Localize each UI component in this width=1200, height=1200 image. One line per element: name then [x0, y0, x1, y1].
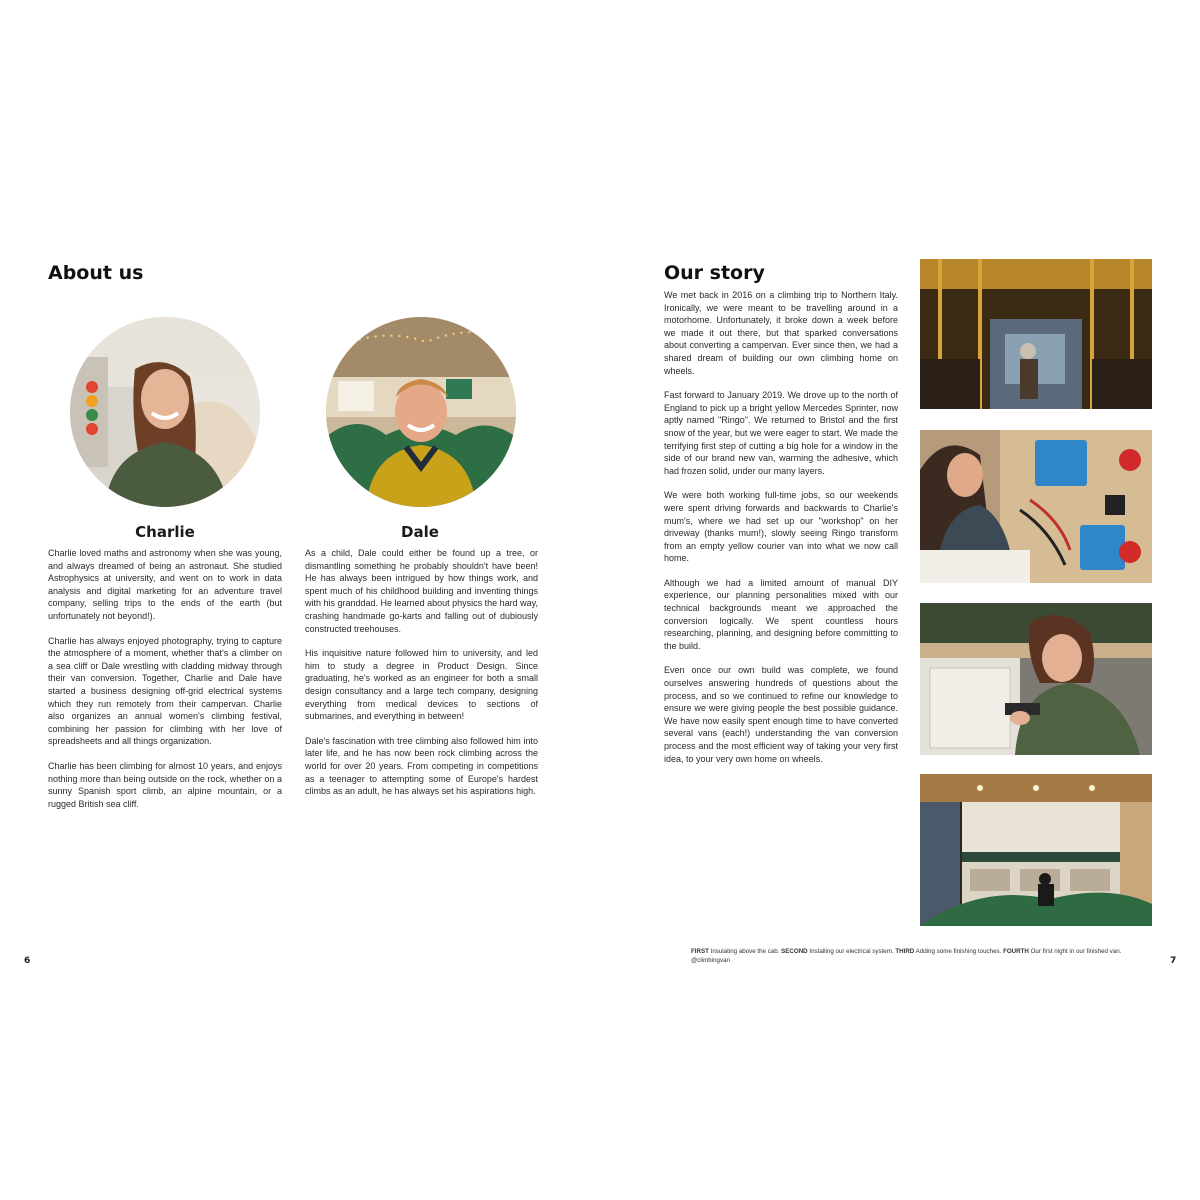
story-paragraph: We were both working full-time jobs, so our weekends were spent driving forwards and backwards to Charlie's mum's, where we had set up our "workshop" on her driveway (thanks mum!), slowly seeing Ringo transform from an empty yellow courier van into what we now call home.: [664, 490, 898, 564]
photo-finishing-touches: [920, 603, 1152, 755]
charlie-bio-paragraph: Charlie loved maths and astronomy when she was young, and always dreamed of being an astronaut. She studied Astrophysics at university, and went on to work in data analysis and digital marketing for an adventure travel company, selling trips to the ends of the earth (but unfortunately not beyond!).: [48, 548, 282, 621]
caption-label-fourth: FOURTH: [1003, 948, 1029, 955]
photo-caption: [691, 947, 1161, 965]
charlie-bio-paragraph: Charlie has been climbing for almost 10 years, and enjoys nothing more than being outside on the rock, whether on a sunny Spanish sport climb, an alpine mountain, or a rugged British sea cliff.: [48, 760, 282, 809]
charlie-name: Charlie: [135, 523, 195, 541]
charlie-bio-paragraph: Charlie has always enjoyed photography, trying to capture the atmosphere of a moment, whether that's a climber on a sea cliff or Dale wrestling with cladding midway through their van conversion. Together, Charlie and Dale have started a business designing off-grid electrical systems which they run remotely from their campervan. Charlie also organizes an annual women's climbing festival, combining her passion for climbing with her love of spreadsheets and all things organization.: [48, 635, 282, 747]
charlie-portrait-image: [70, 317, 260, 507]
caption-label-first: FIRST: [691, 948, 709, 955]
photo-1-image: [920, 259, 1152, 409]
photo-finished-van: [920, 774, 1152, 926]
dale-bio-paragraph: As a child, Dale could either be found up a tree, or dismantling something he probably shouldn't have been! He has always been intrigued by how things work, and spent much of his childhood building and inventing things with his granddad. He learned about physics the hard way, crashing handmade go-karts and falling out of dubiously constructed treehouses.: [305, 548, 538, 634]
caption-text-third: Adding some finishing touches.: [915, 948, 1002, 955]
charlie-portrait: [70, 317, 260, 507]
our-story-text: [664, 289, 898, 777]
caption-label-second: SECOND: [781, 948, 808, 955]
caption-handle: @climbingvan: [691, 957, 730, 964]
charlie-bio: [48, 547, 282, 822]
photo-electrical-system: [920, 430, 1152, 583]
photo-van-interior-insulation: [920, 259, 1152, 409]
story-paragraph: We met back in 2016 on a climbing trip to Northern Italy. Ironically, we were meant to be travelling around in a motorhome. Unfortunately, it broke down a week before we made it out there, but that sparked conversations about converting a campervan. Ever since then, we had a shared dream of building our own climbing home on wheels.: [664, 290, 898, 376]
photo-2-image: [920, 430, 1152, 583]
photo-3-image: [920, 603, 1152, 755]
page-number-left: 6: [24, 956, 31, 966]
caption-text-second: Installing our electrical system.: [809, 948, 894, 955]
dale-name: Dale: [401, 523, 439, 541]
page-number-right: 7: [1170, 956, 1177, 966]
our-story-heading: Our story: [664, 262, 765, 284]
dale-portrait: [326, 317, 516, 507]
photo-4-image: [920, 774, 1152, 926]
story-paragraph: Fast forward to January 2019. We drove up to the north of England to pick up a bright yellow Mercedes Sprinter, now aptly named "Ringo". We returned to Bristol and the first snow of the year, but we were eager to start. We made the terrifying first step of cutting a big hole for a window in the side of our brand new van, warming the adhesive, which had frozen solid, under our many layers.: [664, 390, 898, 476]
caption-label-third: THIRD: [895, 948, 915, 955]
caption-text-fourth: Our first night in our finished van.: [1030, 948, 1122, 955]
dale-portrait-image: [326, 317, 516, 507]
caption-text-first: Insulating above the cab.: [710, 948, 780, 955]
dale-bio-paragraph: His inquisitive nature followed him to university, and led him to study a degree in Product Design. Since graduating, he's worked as an engineer for both a small design consultancy and a large tech company, designing everything from medical devices to sections of submarines, and everything in between!: [305, 648, 538, 722]
story-paragraph: Even once our own build was complete, we found ourselves answering hundreds of questions about the process, and so we continued to refine our knowledge to ensure we were giving people the best possible guidance. We have now easily spent enough time to have converted several vans (each!) understanding the van conversion process and the most efficient way of taking your very first idea, to your very own home on wheels.: [664, 665, 898, 764]
story-paragraph: Although we had a limited amount of manual DIY experience, our planning personalities mixed with our technical backgrounds meant we approached the conversion logically. We spent countless hours researching, planning, and designing before committing to the build.: [664, 577, 898, 651]
right-page: [600, 0, 1200, 1200]
dale-bio: [305, 547, 538, 810]
about-us-heading: About us: [48, 262, 144, 284]
dale-bio-paragraph: Dale's fascination with tree climbing also followed him into later life, and he has now been rock climbing across the world for over 20 years. From competing in competitions as a teenager to attempting some of Europe's hardest climbs as an adult, he has always set his aspirations high.: [305, 735, 538, 797]
